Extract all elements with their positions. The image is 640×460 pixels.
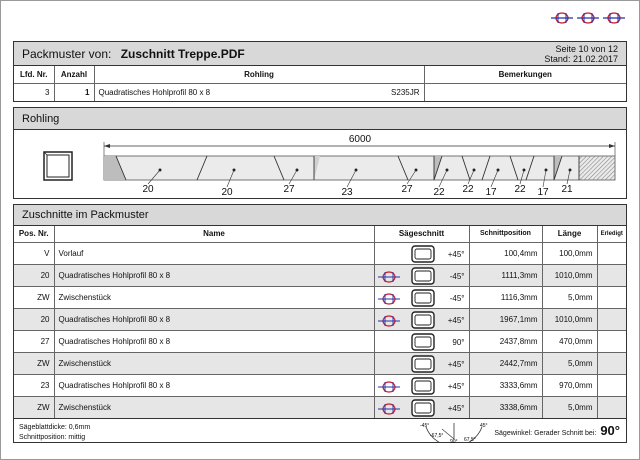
cell-position: 1967,1mm <box>469 308 542 330</box>
page-meta <box>544 44 618 64</box>
cell-name: Zwischenstück <box>54 352 374 374</box>
segment-label: 27 <box>401 184 413 195</box>
cuts-title: Zuschnitte im Packmuster <box>22 209 149 221</box>
cell-saw <box>374 264 469 286</box>
cell-saw <box>374 308 469 330</box>
gauge-label: 90° <box>450 439 458 443</box>
cell-length: 100,0mm <box>542 242 597 264</box>
saw-cut-icon[interactable] <box>603 10 625 26</box>
segment-label: 27 <box>283 184 295 195</box>
saw-cut-icon[interactable] <box>577 10 599 26</box>
cell-angle: -45° <box>449 271 465 281</box>
page-title <box>22 47 245 61</box>
cell-name: Quadratisches Hohlprofil 80 x 8 <box>54 308 374 330</box>
cell-pos: 23 <box>14 374 54 396</box>
cuts-table <box>14 226 626 419</box>
cell-position: 2437,8mm <box>469 330 542 352</box>
cell-angle: 90° <box>452 337 465 347</box>
profile-cut-icon <box>411 399 435 417</box>
angle-gauge-icon <box>414 419 494 443</box>
cell-saw <box>374 396 469 418</box>
rohling-material: S235JR <box>391 87 420 97</box>
col-pos: Pos. Nr. <box>14 226 54 242</box>
cell-length: 5,0mm <box>542 396 597 418</box>
segment-label: 22 <box>433 187 445 198</box>
cell-position: 1116,3mm <box>469 286 542 308</box>
cell-done[interactable] <box>597 264 626 286</box>
packmuster-header-box <box>13 41 627 102</box>
title-label: Packmuster von: <box>22 46 112 61</box>
cell-angle: +45° <box>447 249 465 259</box>
profile-cut-icon <box>411 377 435 395</box>
saw-mark-icon <box>378 292 400 306</box>
cell-name: Vorlauf <box>54 242 374 264</box>
saw-mark-icon <box>378 402 400 416</box>
cell-length: 5,0mm <box>542 352 597 374</box>
title-file: Zuschnitt Treppe.PDF <box>120 46 245 61</box>
col-length: Länge <box>542 226 597 242</box>
col-anzahl: Anzahl <box>54 66 94 83</box>
profile-cut-icon <box>411 333 435 351</box>
cell-angle: +45° <box>447 381 465 391</box>
cut-row[interactable] <box>14 242 626 264</box>
segment-label: 17 <box>537 187 549 198</box>
col-done: Erledigt <box>597 226 626 242</box>
segment-labels <box>142 184 573 198</box>
segment-label: 22 <box>514 184 526 195</box>
saw-mark-icon <box>378 314 400 328</box>
cell-position: 2442,7mm <box>469 352 542 374</box>
cell-rohling <box>94 83 424 101</box>
cuts-footer <box>14 418 626 442</box>
page-number: Seite 10 von 12 <box>555 43 618 54</box>
profile-cut-icon <box>411 245 435 263</box>
cut-row[interactable] <box>14 374 626 396</box>
cell-saw <box>374 374 469 396</box>
profile-cut-icon <box>411 289 435 307</box>
cell-pos: ZW <box>14 286 54 308</box>
profile-cut-icon <box>411 267 435 285</box>
cell-bemerkungen <box>424 83 626 101</box>
blade-thickness: Sägeblattdicke: 0,6mm <box>19 424 91 431</box>
total-length-dimension <box>104 134 615 156</box>
cell-length: 970,0mm <box>542 374 597 396</box>
cell-done[interactable] <box>597 374 626 396</box>
cell-length: 470,0mm <box>542 330 597 352</box>
cell-name: Zwischenstück <box>54 396 374 418</box>
cell-pos: V <box>14 242 54 264</box>
segment-label: 21 <box>561 184 573 195</box>
col-lfd: Lfd. Nr. <box>14 66 54 83</box>
col-position: Schnittposition <box>469 226 542 242</box>
segment-label: 20 <box>221 187 233 198</box>
cell-length: 5,0mm <box>542 286 597 308</box>
segment-label: 23 <box>341 187 353 198</box>
gauge-label: -45° <box>420 423 430 429</box>
cell-position: 1111,3mm <box>469 264 542 286</box>
cell-done[interactable] <box>597 286 626 308</box>
straight-cut-value: 90° <box>600 423 620 438</box>
cell-saw <box>374 286 469 308</box>
cell-angle: +45° <box>447 403 465 413</box>
cell-name: Quadratisches Hohlprofil 80 x 8 <box>54 264 374 286</box>
cut-row[interactable] <box>14 396 626 418</box>
rohling-box <box>13 107 627 199</box>
profile-cut-icon <box>411 311 435 329</box>
cuts-box <box>13 204 627 443</box>
gauge-label: 45° <box>480 423 488 429</box>
straight-cut-info <box>494 423 620 438</box>
gauge-label: 67,5° <box>464 437 476 443</box>
cut-row[interactable] <box>14 352 626 374</box>
page-date: Stand: 21.02.2017 <box>544 53 618 64</box>
rohling-drawing <box>14 130 626 198</box>
total-length-label: 6000 <box>348 134 372 145</box>
saw-cut-icon[interactable] <box>551 10 573 26</box>
cell-pos: ZW <box>14 352 54 374</box>
straight-cut-label: Sägewinkel: Gerader Schnitt bei: <box>494 430 597 437</box>
cell-saw <box>374 330 469 352</box>
segment-label: 22 <box>462 184 474 195</box>
packmuster-title-bar <box>14 42 626 66</box>
cell-length: 1010,0mm <box>542 308 597 330</box>
cell-pos: 20 <box>14 308 54 330</box>
table-row <box>14 83 626 101</box>
cell-saw <box>374 242 469 264</box>
rohling-title-bar <box>14 108 626 130</box>
col-rohling: Rohling <box>94 66 424 83</box>
cell-position: 3333,6mm <box>469 374 542 396</box>
cell-name: Quadratisches Hohlprofil 80 x 8 <box>54 374 374 396</box>
cell-pos: 27 <box>14 330 54 352</box>
rohling-title: Rohling <box>22 112 60 125</box>
cell-position: 100,4mm <box>469 242 542 264</box>
cell-pos: ZW <box>14 396 54 418</box>
segment-label: 20 <box>142 184 154 195</box>
cell-angle: +45° <box>447 315 465 325</box>
saw-mark-icon <box>378 270 400 284</box>
rohling-name: Quadratisches Hohlprofil 80 x 8 <box>98 87 211 97</box>
cell-pos: 20 <box>14 264 54 286</box>
cell-done[interactable] <box>597 242 626 264</box>
footer-notes <box>19 423 90 443</box>
col-name: Name <box>54 226 374 242</box>
rohling-bar <box>104 156 615 180</box>
cell-lfd: 3 <box>14 83 54 101</box>
cell-done[interactable] <box>597 308 626 330</box>
cell-angle: -45° <box>449 293 465 303</box>
cell-name: Zwischenstück <box>54 286 374 308</box>
saw-mark-icon <box>378 380 400 394</box>
cut-row[interactable] <box>14 264 626 286</box>
profile-section-icon <box>44 152 72 180</box>
cut-position-mode: Schnittposition: mittig <box>19 434 86 441</box>
cell-angle: +45° <box>447 359 465 369</box>
segment-label: 17 <box>485 187 497 198</box>
cuts-title-bar <box>14 205 626 226</box>
cut-row[interactable] <box>14 330 626 352</box>
cell-done[interactable] <box>597 352 626 374</box>
cut-row[interactable] <box>14 286 626 308</box>
cell-anzahl: 1 <box>54 83 94 101</box>
col-saw: Sägeschnitt <box>374 226 469 242</box>
cell-position: 3338,6mm <box>469 396 542 418</box>
cell-length: 1010,0mm <box>542 264 597 286</box>
cell-done[interactable] <box>597 330 626 352</box>
cell-saw <box>374 352 469 374</box>
col-bemerkungen: Bemerkungen <box>424 66 626 83</box>
top-icon-group <box>551 10 625 26</box>
info-table <box>14 66 626 101</box>
gauge-label: -67,5° <box>430 433 444 439</box>
cuts-table-body <box>14 242 626 418</box>
profile-cut-icon <box>411 355 435 373</box>
cut-row[interactable] <box>14 308 626 330</box>
cell-name: Quadratisches Hohlprofil 80 x 8 <box>54 330 374 352</box>
cell-done[interactable] <box>597 396 626 418</box>
